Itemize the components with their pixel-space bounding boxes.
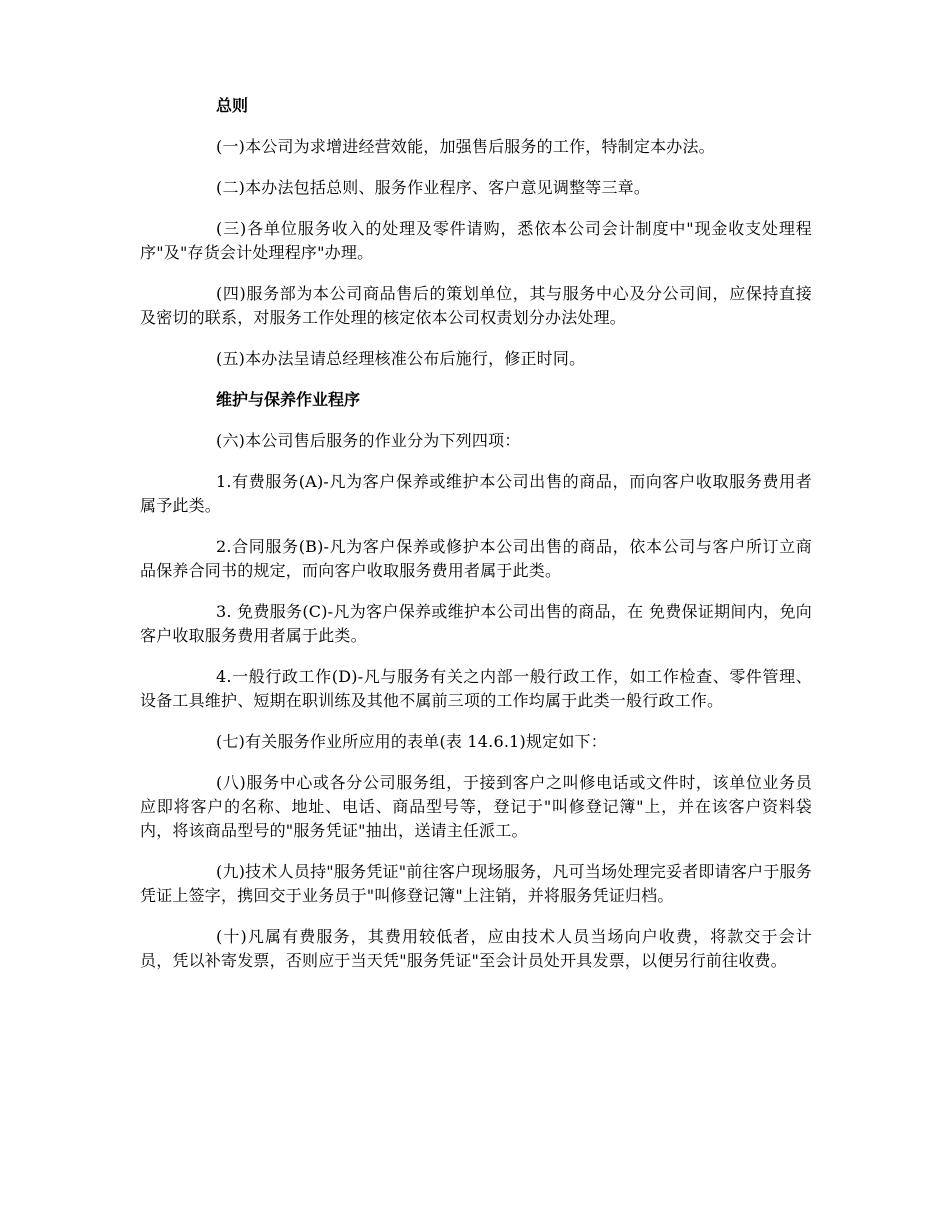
document-page	[140, 94, 812, 990]
paragraph-7: (七)有关服务作业所应用的表单(表 14.6.1)规定如下：	[216, 732, 607, 751]
paragraph-6-item-4: 4.一般行政工作(D)-凡与服务有关之内部一般行政工作，如工作检查、零件管理、设备工具维护、短期在职训练及其他不属前三项的工作均属于此类一般行政工作。	[140, 667, 812, 710]
paragraph-1: (一)本公司为求增进经营效能，加强售后服务的工作，特制定本办法。	[216, 137, 715, 156]
section-title-maintenance: 维护与保养作业程序	[216, 390, 361, 409]
paragraph-4: (四)服务部为本公司商品售后的策划单位，其与服务中心及分公司间，应保持直接及密切的联系，对服务工作处理的核定依本公司权责划分办法处理。	[140, 284, 812, 327]
paragraph-10: (十)凡属有费服务，其费用较低者，应由技术人员当场向户收费，将款交于会计员，凭以补寄发票，否则应于当天凭"服务凭证"至会计员处开具发票，以便另行前往收费。	[140, 927, 812, 970]
paragraph-6-item-3: 3. 免费服务(C)-凡为客户保养或维护本公司出售的商品，在 免费保证期间内，免向客户收取服务费用者属于此类。	[140, 602, 812, 645]
paragraph-6-item-2: 2.合同服务(B)-凡为客户保养或修护本公司出售的商品，依本公司与客户所订立商品保养合同书的规定，而向客户收取服务费用者属于此类。	[140, 537, 812, 580]
section-title-general: 总则	[216, 96, 249, 115]
paragraph-2: (二)本办法包括总则、服务作业程序、客户意见调整等三章。	[216, 178, 651, 197]
paragraph-6: (六)本公司售后服务的作业分为下列四项：	[216, 431, 521, 450]
paragraph-8: (八)服务中心或各分公司服务组，于接到客户之叫修电话或文件时，该单位业务员应即将客户的名称、地址、电话、商品型号等，登记于"叫修登记簿"上，并在该客户资料袋内，将该商品型号的"服务凭证"抽出，送请主任派工。	[140, 773, 812, 840]
paragraph-6-item-1: 1.有费服务(A)-凡为客户保养或维护本公司出售的商品，而向客户收取服务费用者属予此类。	[140, 472, 812, 515]
paragraph-3: (三)各单位服务收入的处理及零件请购，悉依本公司会计制度中"现金收支处理程序"及"存货会计处理程序"办理。	[140, 219, 812, 262]
paragraph-5: (五)本办法呈请总经理核准公布后施行，修正时同。	[216, 349, 586, 368]
paragraph-9: (九)技术人员持"服务凭证"前往客户现场服务，凡可当场处理完妥者即请客户于服务凭证上签字，携回交于业务员于"叫修登记簿"上注销，并将服务凭证归档。	[140, 862, 812, 905]
